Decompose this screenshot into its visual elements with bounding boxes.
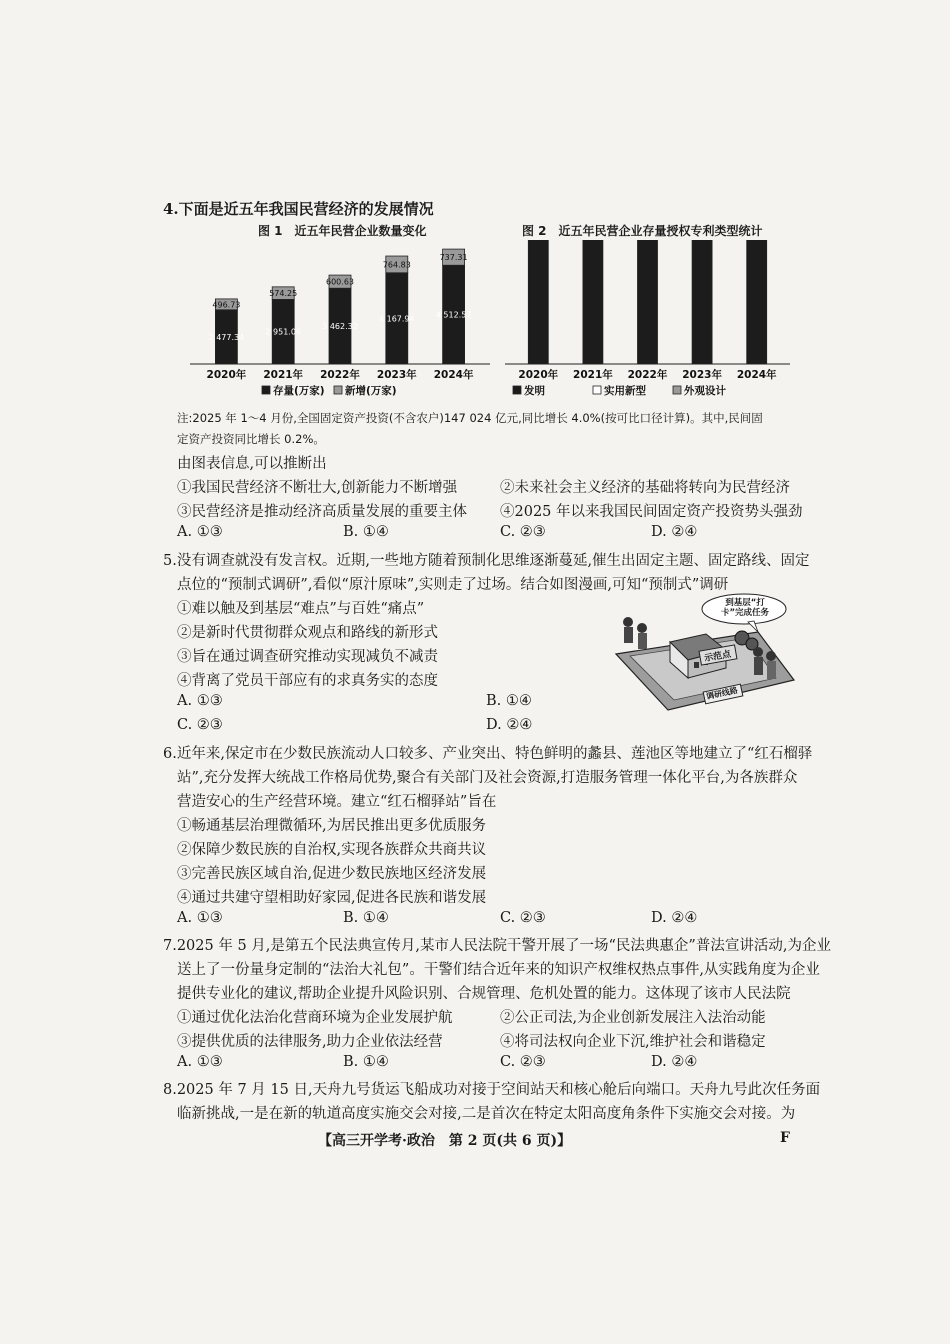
cartoon-road-label: 调研线路	[705, 685, 739, 702]
q6-option-d[interactable]: D. ②④	[651, 910, 698, 926]
q6-statement-1: ①畅通基层治理微循环,为居民推出更多优质服务	[177, 818, 487, 834]
q7-option-c[interactable]: C. ②③	[500, 1054, 546, 1070]
q5-option-c[interactable]: C. ②③	[177, 717, 223, 733]
legend-label: 新增(万家)	[345, 385, 397, 397]
q7-stem-line2: 送上了一份量身定制的“法治大礼包”。干警们结合近年来的知识产权维权热点事件,从实践角度为企业	[177, 962, 820, 978]
page-footer: 【高三开学考·政治 第 2 页(共 6 页)】	[318, 1133, 572, 1149]
q6-option-b[interactable]: B. ①④	[343, 910, 389, 926]
legend-swatch	[334, 386, 342, 394]
legend-swatch	[513, 386, 521, 394]
q4-option-c[interactable]: C. ②③	[500, 524, 546, 540]
q6-option-c[interactable]: C. ②③	[500, 910, 546, 926]
figure1-chart	[190, 240, 490, 408]
x-tick-label: 2021年	[573, 369, 613, 381]
data-label: 2 477.34	[208, 332, 245, 342]
x-tick-label: 2023年	[376, 369, 417, 381]
bar-0-1	[583, 240, 603, 364]
q7-option-b[interactable]: B. ①④	[343, 1054, 389, 1070]
q4-option-b[interactable]: B. ①④	[343, 524, 389, 540]
data-label: 574.25	[269, 289, 298, 299]
q7-statement-4: ④将司法权向企业下沉,维护社会和谐稳定	[500, 1034, 766, 1050]
q7-stem-line1: 7.2025 年 5 月,是第五个民法典宣传月,某市人民法院干警开展了一场“民法典惠企”普法宣讲活动,为企业	[163, 938, 831, 954]
q6-stem-line3: 营造安心的生产经营环境。建立“红石榴驿站”旨在	[177, 794, 497, 810]
x-tick-label: 2020年	[518, 369, 559, 381]
data-label: 4 512.57	[435, 310, 472, 320]
x-tick-label: 2024年	[736, 369, 777, 381]
data-label: 600.63	[326, 277, 354, 287]
q5-option-b[interactable]: B. ①④	[486, 693, 532, 709]
legend-label: 外观设计	[684, 385, 726, 397]
q5-option-a[interactable]: A. ①③	[177, 693, 223, 709]
q6-stem-line1: 6.近年来,保定市在少数民族流动人口较多、产业突出、特色鲜明的蠡县、莲池区等地建立了“红石榴驿	[163, 746, 813, 762]
data-label: 764.83	[382, 260, 411, 270]
q7-statement-1: ①通过优化法治化营商环境为企业发展护航	[177, 1010, 453, 1026]
q7-option-a[interactable]: A. ①③	[177, 1054, 223, 1070]
figure2-title: 图 2 近五年民营企业存量授权专利类型统计	[522, 224, 763, 238]
q6-statement-4: ④通过共建守望相助好家园,促进各民族和谐发展	[177, 890, 487, 906]
q7-statement-2: ②公正司法,为企业创新发展注入法治动能	[500, 1010, 766, 1026]
q8-stem-line1: 8.2025 年 7 月 15 日,天舟九号货运飞船成功对接于空间站天和核心舱后向端口。天舟九号此次任务面	[163, 1082, 821, 1098]
q4-statement-1: ①我国民营经济不断壮大,创新能力不断增强	[177, 480, 458, 496]
q4-note-line2: 定资产投资同比增长 0.2%。	[177, 432, 325, 446]
q5-statement-2: ②是新时代贯彻群众观点和路线的新形式	[177, 625, 438, 641]
bar-0-2	[638, 240, 658, 364]
x-tick-label: 2022年	[627, 369, 668, 381]
legend-swatch	[673, 386, 681, 394]
cartoon-sign: 示范点	[703, 649, 732, 665]
data-label: 3 462.32	[322, 322, 358, 332]
q4-note-line1: 注:2025 年 1～4 月份,全国固定资产投资(不含农户)147 024 亿元,同比增长 4.0%(按可比口径计算)。其中,民间固	[177, 411, 763, 425]
legend-label: 发明	[524, 385, 545, 397]
paper-version-code: F	[780, 1130, 790, 1146]
survey-cartoon	[608, 592, 796, 717]
q5-stem-line2: 点位的“预制式调研”,看似“原汁原味”,实则走了过场。结合如图漫画,可知“预制式”调研	[177, 577, 729, 593]
q8-stem-line2: 临新挑战,一是在新的轨道高度实施交会对接,二是首次在特定太阳高度角条件下实施交会对接。为	[177, 1106, 796, 1122]
bar-0-4	[747, 240, 767, 364]
data-label: 737.31	[439, 253, 468, 263]
q5-statement-4: ④背离了党员干部应有的求真务实的态度	[177, 673, 438, 689]
q5-option-d[interactable]: D. ②④	[486, 717, 533, 733]
q6-option-a[interactable]: A. ①③	[177, 910, 223, 926]
x-tick-label: 2021年	[263, 369, 304, 381]
bar-0-0	[528, 240, 548, 364]
q4-statement-3: ③民营经济是推动经济高质量发展的重要主体	[177, 504, 467, 520]
figure2-chart	[505, 240, 790, 408]
q7-statement-3: ③提供优质的法律服务,助力企业依法经营	[177, 1034, 443, 1050]
q4-statement-4: ④2025 年以来我国民间固定资产投资势头强劲	[500, 504, 803, 520]
figure1-title: 图 1 近五年民营企业数量变化	[258, 224, 427, 238]
q5-statement-3: ③旨在通过调查研究推动实现减负不减责	[177, 649, 438, 665]
q5-stem-line1: 5.没有调查就没有发言权。近期,一些地方随着预制化思维逐渐蔓延,催生出固定主题、固定路线、固定	[163, 553, 810, 569]
legend-swatch	[593, 386, 601, 394]
x-tick-label: 2024年	[433, 369, 474, 381]
data-label: 496.73	[212, 300, 241, 310]
q7-stem-line3: 提供专业化的建议,帮助企业提升风险识别、合规管理、危机处置的能力。这体现了该市人民法院	[177, 986, 791, 1002]
q4-statement-2: ②未来社会主义经济的基础将转向为民营经济	[500, 480, 790, 496]
legend-label: 实用新型	[604, 385, 646, 397]
q4-option-d[interactable]: D. ②④	[651, 524, 698, 540]
q5-statement-1: ①难以触及到基层“难点”与百姓“痛点”	[177, 601, 425, 617]
q6-statement-2: ②保障少数民族的自治权,实现各族群众共商共议	[177, 842, 487, 858]
x-tick-label: 2022年	[320, 369, 360, 381]
q4-option-a[interactable]: A. ①③	[177, 524, 223, 540]
bar-0-3	[692, 240, 712, 364]
legend-swatch	[262, 386, 270, 394]
data-label: 2 951.06	[265, 327, 302, 337]
data-label: 4 167.94	[378, 314, 415, 324]
q6-stem-line2: 站”,充分发挥大统战工作格局优势,聚合有关部门及社会资源,打造服务管理一体化平台,为各族群众	[177, 770, 798, 786]
x-tick-label: 2020年	[206, 369, 247, 381]
q6-statement-3: ③完善民族区域自治,促进少数民族地区经济发展	[177, 866, 487, 882]
q7-option-d[interactable]: D. ②④	[651, 1054, 698, 1070]
legend-label: 存量(万家)	[273, 385, 325, 397]
q4-stem: 4.下面是近五年我国民营经济的发展情况	[163, 200, 434, 218]
x-tick-label: 2023年	[682, 369, 722, 381]
cartoon-speech-bubble: 到基层“打卡”完成任务	[720, 598, 770, 618]
q4-prompt: 由图表信息,可以推断出	[177, 456, 327, 472]
